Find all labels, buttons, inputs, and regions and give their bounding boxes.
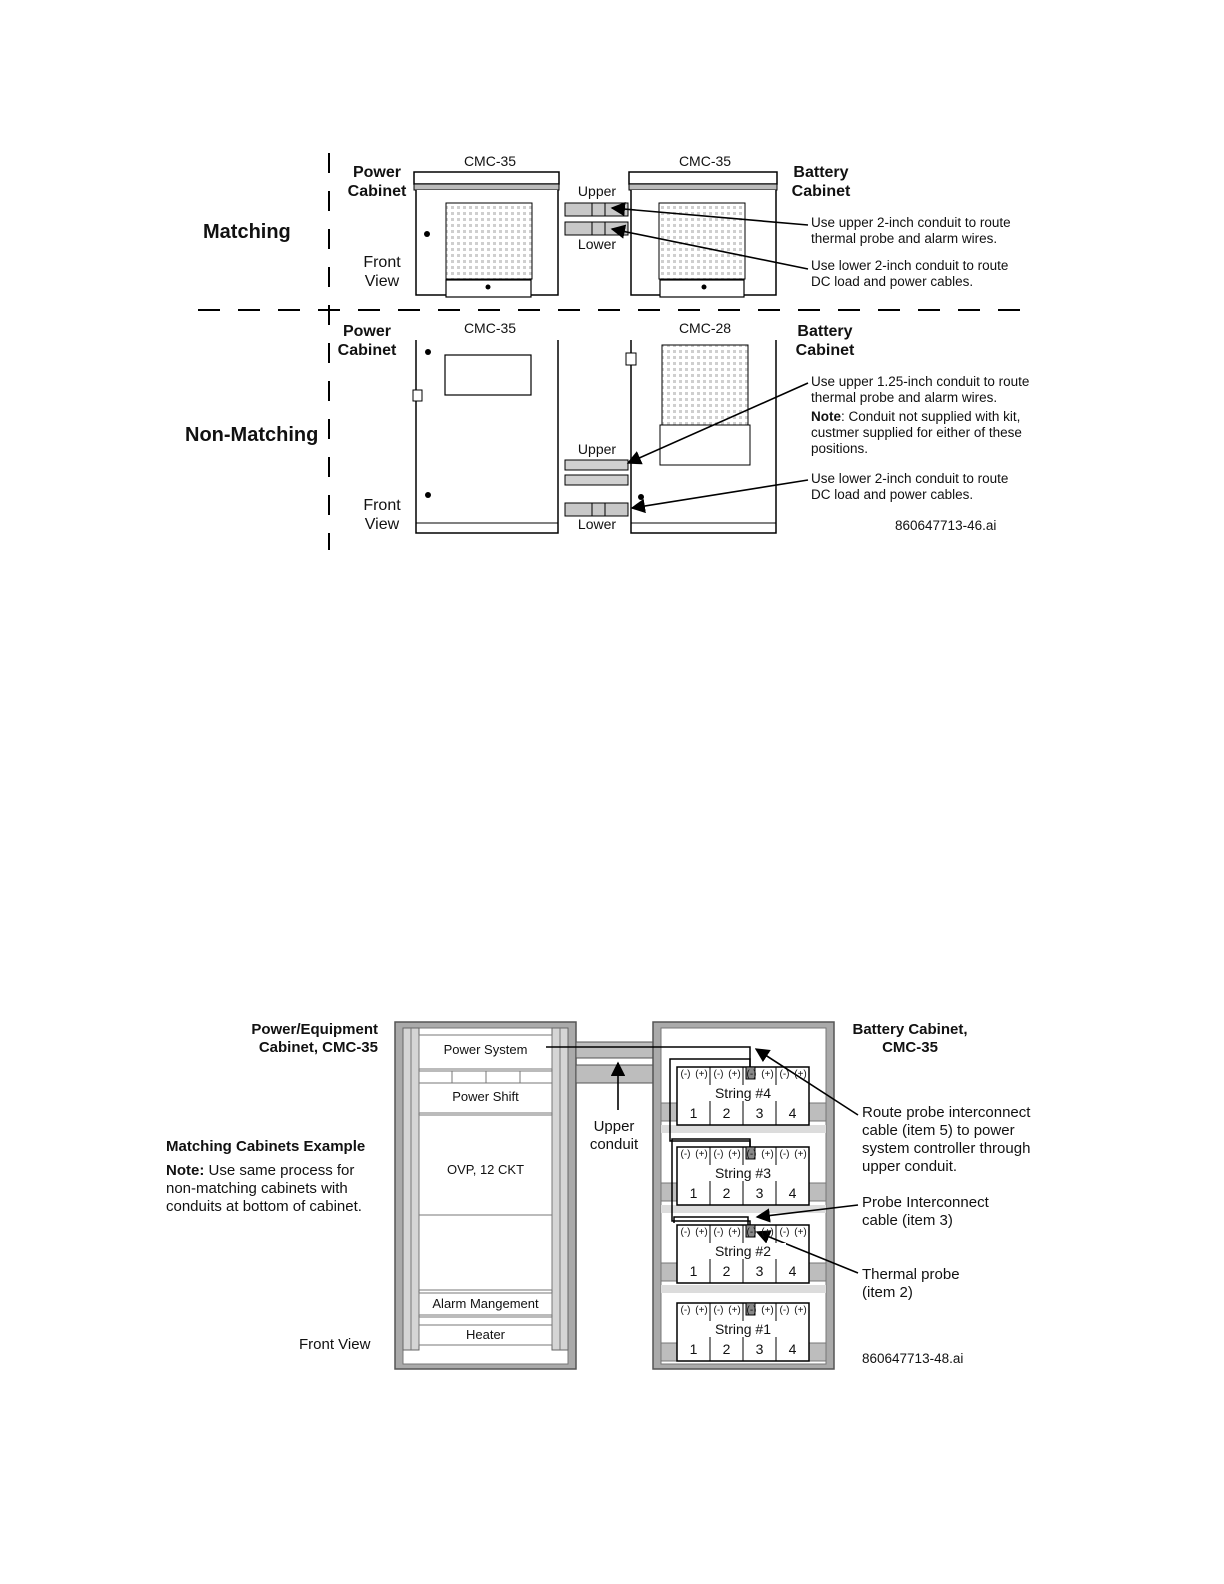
non-matching-battery-cabinet-label: Battery Cabinet — [795, 323, 855, 360]
matching-lower-label: Lower — [577, 236, 617, 252]
polarity-mark: (+) — [728, 1069, 741, 1080]
matching-upper-note: Use upper 2-inch conduit to route thermal probe and alarm wires. — [811, 215, 1011, 247]
polarity-mark: (+) — [794, 1149, 807, 1160]
polarity-mark: (+) — [761, 1305, 774, 1316]
string-label: String #3 — [700, 1165, 786, 1181]
non-matching-battery-cabinet — [626, 340, 776, 533]
battery-number: 1 — [689, 1105, 698, 1121]
matching-label: Matching — [203, 221, 291, 243]
upper-conduit-label: Upper conduit — [589, 1118, 639, 1153]
polarity-mark: (+) — [695, 1149, 708, 1160]
battery-number: 2 — [722, 1263, 731, 1279]
battery-cabinet-title: Battery Cabinet, CMC-35 — [852, 1021, 968, 1056]
polarity-mark: (+) — [728, 1227, 741, 1238]
string-label: String #1 — [700, 1321, 786, 1337]
power-cabinet-title: Power/Equipment Cabinet, CMC-35 — [251, 1021, 378, 1056]
module-ovp: OVP, 12 CKT — [446, 1162, 525, 1177]
polarity-mark: (+) — [695, 1227, 708, 1238]
matching-front-view-label: Front View — [363, 254, 401, 291]
conduit-supply-note: Note: Conduit not supplied with kit, custmer supplied for either of these positions. — [811, 409, 1022, 457]
example-title: Matching Cabinets Example — [166, 1138, 366, 1155]
upper-conduit — [576, 1042, 654, 1083]
battery-number: 4 — [788, 1341, 797, 1357]
string-label: String #2 — [700, 1243, 786, 1259]
polarity-mark: (-) — [746, 1227, 757, 1238]
matching-battery-model: CMC-35 — [678, 153, 732, 169]
module-heater: Heater — [465, 1327, 506, 1342]
polarity-mark: (-) — [713, 1069, 724, 1080]
polarity-mark: (-) — [680, 1069, 691, 1080]
polarity-mark: (-) — [746, 1305, 757, 1316]
battery-number: 3 — [755, 1105, 764, 1121]
battery-number: 4 — [788, 1105, 797, 1121]
non-matching-lower-note: Use lower 2-inch conduit to route DC load and power cables. — [811, 471, 1009, 503]
battery-number: 1 — [689, 1341, 698, 1357]
matching-power-cabinet-label: Power Cabinet — [347, 164, 407, 201]
non-matching-battery-model: CMC-28 — [678, 320, 732, 336]
non-matching-upper-note: Use upper 1.25-inch conduit to route thermal probe and alarm wires. — [811, 374, 1030, 406]
front-view-label: Front View — [299, 1336, 371, 1353]
battery-number: 3 — [755, 1185, 764, 1201]
figure-file-id: 860647713-46.ai — [895, 518, 997, 533]
polarity-mark: (-) — [713, 1305, 724, 1316]
battery-number: 1 — [689, 1185, 698, 1201]
battery-number: 3 — [755, 1263, 764, 1279]
polarity-mark: (-) — [779, 1149, 790, 1160]
matching-power-cabinet — [414, 172, 559, 297]
module-power-system: Power System — [443, 1042, 528, 1057]
non-matching-power-cabinet — [413, 340, 558, 533]
battery-number: 1 — [689, 1263, 698, 1279]
non-matching-power-model: CMC-35 — [463, 320, 517, 336]
polarity-mark: (-) — [746, 1149, 757, 1160]
polarity-mark: (+) — [794, 1227, 807, 1238]
polarity-mark: (-) — [680, 1305, 691, 1316]
battery-number: 2 — [722, 1105, 731, 1121]
non-matching-lower-label: Lower — [577, 516, 617, 532]
matching-lower-note: Use lower 2-inch conduit to route DC load and power cables. — [811, 258, 1009, 290]
matching-battery-cabinet-label: Battery Cabinet — [791, 164, 851, 201]
callout-thermal-probe: Thermal probe (item 2) — [862, 1266, 960, 1301]
example-note: Note: Use same process for non-matching cabinets with conduits at bottom of cabinet. — [166, 1162, 362, 1215]
battery-number: 2 — [722, 1185, 731, 1201]
polarity-mark: (-) — [680, 1227, 691, 1238]
polarity-mark: (-) — [746, 1069, 757, 1080]
non-matching-power-cabinet-label: Power Cabinet — [337, 323, 397, 360]
callout-route-probe: Route probe interconnect cable (item 5) to power system controller through upper conduit. — [862, 1104, 1031, 1175]
non-matching-conduits — [565, 460, 628, 516]
conduit-diagram-graphic — [0, 145, 1224, 555]
battery-number: 3 — [755, 1341, 764, 1357]
non-matching-front-view-label: Front View — [363, 497, 401, 534]
polarity-mark: (-) — [713, 1227, 724, 1238]
power-equipment-cabinet — [395, 1022, 576, 1369]
module-alarm-management: Alarm Mangement — [432, 1296, 539, 1311]
module-power-shift: Power Shift — [452, 1089, 519, 1104]
polarity-mark: (-) — [713, 1149, 724, 1160]
matching-upper-label: Upper — [577, 183, 617, 199]
polarity-mark: (+) — [695, 1069, 708, 1080]
polarity-mark: (+) — [695, 1305, 708, 1316]
polarity-mark: (+) — [761, 1227, 774, 1238]
polarity-mark: (-) — [680, 1149, 691, 1160]
polarity-mark: (+) — [728, 1305, 741, 1316]
polarity-mark: (-) — [779, 1069, 790, 1080]
battery-number: 4 — [788, 1263, 797, 1279]
matching-power-model: CMC-35 — [463, 153, 517, 169]
polarity-mark: (+) — [794, 1069, 807, 1080]
figure-file-id: 860647713-48.ai — [862, 1351, 964, 1366]
string-label: String #4 — [700, 1085, 786, 1101]
polarity-mark: (-) — [779, 1227, 790, 1238]
polarity-mark: (+) — [761, 1069, 774, 1080]
matching-battery-cabinet — [629, 172, 777, 297]
polarity-mark: (+) — [728, 1149, 741, 1160]
polarity-mark: (+) — [761, 1149, 774, 1160]
battery-number: 4 — [788, 1185, 797, 1201]
callout-probe-interconnect: Probe Interconnect cable (item 3) — [862, 1194, 989, 1229]
probe-routing-diagram — [0, 1015, 1224, 1380]
non-matching-label: Non-Matching — [185, 424, 319, 446]
polarity-mark: (-) — [779, 1305, 790, 1316]
polarity-mark: (+) — [794, 1305, 807, 1316]
non-matching-upper-label: Upper — [577, 441, 617, 457]
battery-number: 2 — [722, 1341, 731, 1357]
cabinet-conduit-diagram — [0, 145, 1224, 555]
